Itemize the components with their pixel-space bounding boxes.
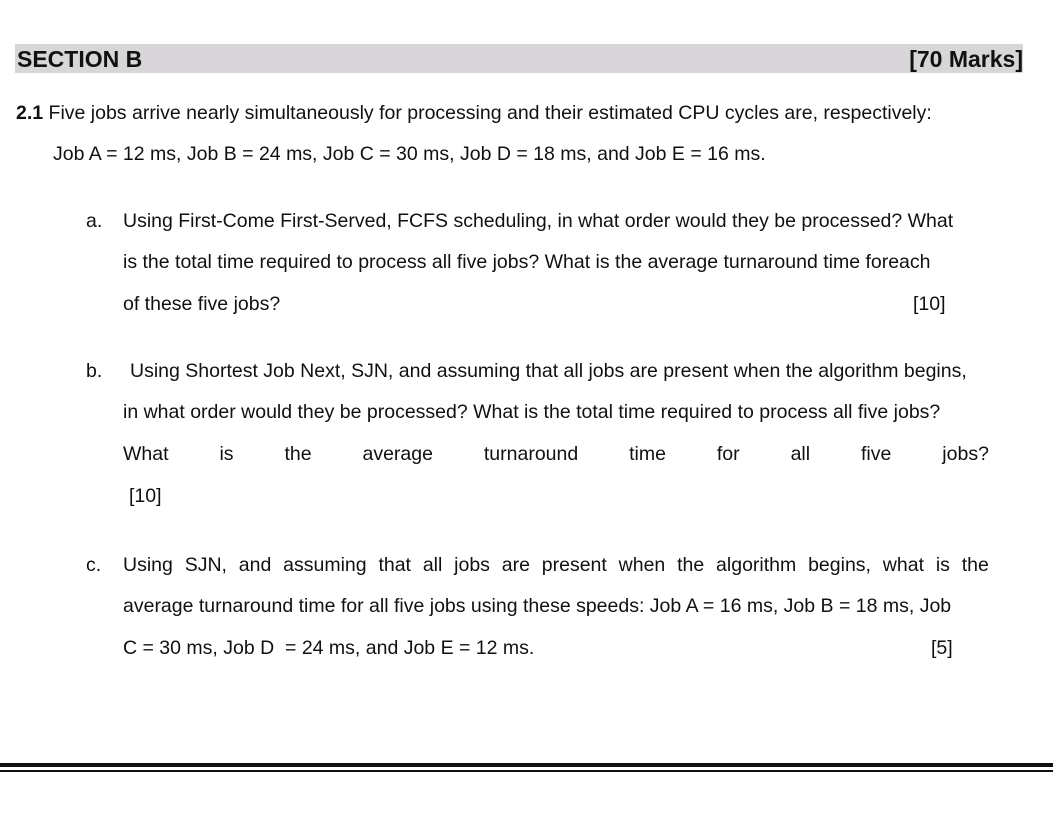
part-b-word: is (219, 443, 234, 465)
part-c-line1 (123, 553, 989, 577)
part-a-mark: [10] (913, 293, 946, 315)
part-c-word: begins, (808, 554, 871, 576)
part-c-word: the (961, 554, 989, 576)
part-c-word: are (501, 554, 530, 576)
part-c-word: what (882, 554, 924, 576)
part-b-word: average (362, 443, 433, 465)
part-c-word: present (541, 554, 607, 576)
part-c-line2: average turnaround time for all five jobs using these speeds: Job A = 16 ms, Job B = 18 ms, Job (123, 595, 952, 617)
part-a-line1: Using First-Come First-Served, FCFS scheduling, in what order would they be processed? What (123, 210, 954, 232)
part-b-word: five (861, 443, 892, 465)
part-b-word: What (123, 443, 169, 465)
part-b-word: turnaround (483, 443, 579, 465)
footer-rule-thin (0, 770, 1053, 772)
part-a-line2: is the total time required to process all five jobs? What is the average turnaround time foreach (123, 251, 931, 273)
question-number: 2.1 (16, 102, 44, 124)
part-b-word: jobs? (942, 443, 989, 465)
section-marks: [70 Marks] (909, 46, 1023, 72)
part-c-word: SJN, (184, 554, 227, 576)
section-title: SECTION B (17, 46, 143, 72)
part-c-word: is (935, 554, 950, 576)
part-b-word: time (629, 443, 666, 465)
part-a-line3: of these five jobs? (123, 293, 281, 315)
part-b-word: the (284, 443, 312, 465)
part-c-word: Using (123, 554, 173, 576)
part-c-word: jobs (454, 554, 490, 576)
question-intro-line2: Job A = 12 ms, Job B = 24 ms, Job C = 30 ms, Job D = 18 ms, and Job E = 16 ms. (53, 143, 766, 165)
part-c-letter: c. (86, 554, 102, 576)
part-a-letter: a. (86, 210, 103, 232)
part-b-line3 (123, 442, 989, 466)
part-b-word: for (716, 443, 740, 465)
part-c-word: assuming (283, 554, 367, 576)
footer-rule-thick (0, 763, 1053, 767)
part-c-word: when (618, 554, 666, 576)
part-b-word: all (790, 443, 811, 465)
part-b-letter: b. (86, 360, 103, 382)
part-c-word: algorithm (716, 554, 797, 576)
part-c-line3: C = 30 ms, Job D = 24 ms, and Job E = 12 ms. (123, 637, 535, 659)
part-c-word: that (378, 554, 411, 576)
part-b-mark: [10] (129, 485, 162, 507)
section-header (15, 44, 1023, 73)
question-intro-line1 (16, 101, 932, 125)
part-c-word: the (677, 554, 705, 576)
part-c-word: all (422, 554, 443, 576)
question-intro-text: Five jobs arrive nearly simultaneously for processing and their estimated CPU cycles are, respectively: (48, 102, 932, 124)
part-c-mark: [5] (931, 637, 953, 659)
part-b-line1: Using Shortest Job Next, SJN, and assuming that all jobs are present when the algorithm begins, (130, 360, 967, 382)
part-b-line2: in what order would they be processed? What is the total time required to process all five jobs? (123, 401, 941, 423)
part-c-word: and (238, 554, 272, 576)
